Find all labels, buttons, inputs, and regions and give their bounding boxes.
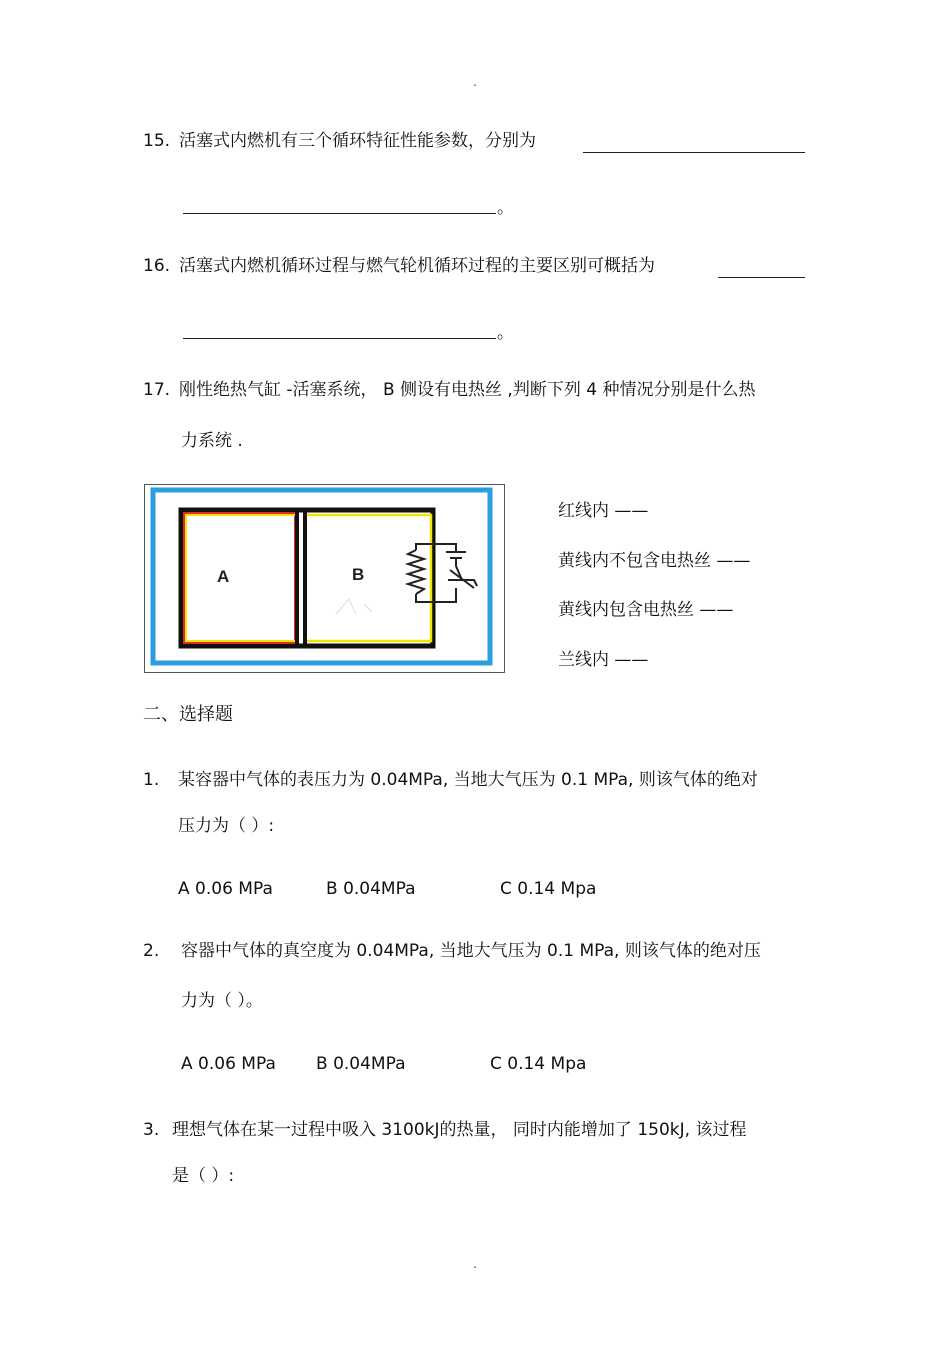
- footer-mark: .: [473, 1257, 477, 1271]
- case-blue: 兰线内 ——: [558, 650, 649, 670]
- c3-line2: 是（ ）:: [172, 1166, 235, 1186]
- piston-right: [303, 512, 307, 644]
- c2-line2: 力为（ ）。: [181, 991, 263, 1011]
- q15-text: 活塞式内燃机有三个循环特征性能参数，分别为: [179, 131, 536, 151]
- c1-option-b[interactable]: B 0.04MPa: [326, 879, 416, 899]
- c1-line2: 压力为（ ）:: [178, 816, 275, 836]
- section2-title: 二、选择题: [143, 704, 233, 725]
- q17-number: 17.: [143, 380, 171, 400]
- q16-end: 。: [497, 323, 514, 343]
- piston-left: [295, 512, 299, 644]
- q15-blank-2[interactable]: [183, 213, 496, 214]
- diagram-label-b: B: [352, 565, 365, 584]
- q15-blank-1[interactable]: [583, 152, 805, 153]
- q15-end: 。: [497, 198, 514, 218]
- q16-number: 16.: [143, 256, 171, 276]
- q15-number: 15.: [143, 131, 171, 151]
- c1-option-c[interactable]: C 0.14 Mpa: [500, 879, 597, 899]
- cylinder-piston-diagram: [144, 484, 506, 674]
- c3-line1: 理想气体在某一过程中吸入 3100kJ的热量， 同时内能增加了 150kJ, 该过程: [172, 1120, 747, 1140]
- c2-number: 2.: [143, 941, 160, 961]
- case-yellow-without-heater: 黄线内不包含电热丝 ——: [558, 551, 751, 571]
- c1-option-a[interactable]: A 0.06 MPa: [178, 879, 273, 899]
- q16-blank-2[interactable]: [183, 338, 496, 339]
- case-yellow-with-heater: 黄线内包含电热丝 ——: [558, 600, 734, 620]
- c1-line1: 某容器中气体的表压力为 0.04MPa, 当地大气压为 0.1 MPa, 则该气体的绝对: [178, 770, 758, 790]
- c1-number: 1.: [143, 770, 160, 790]
- q16-text: 活塞式内燃机循环过程与燃气轮机循环过程的主要区别可概括为: [179, 256, 655, 276]
- q17-line1: 刚性绝热气缸 -活塞系统， B 侧设有电热丝 ,判断下列 4 种情况分别是什么热: [179, 380, 756, 400]
- c2-line1: 容器中气体的真空度为 0.04MPa, 当地大气压为 0.1 MPa, 则该气体的绝对压: [181, 941, 761, 961]
- q17-line2: 力系统 .: [181, 431, 243, 451]
- c2-option-a[interactable]: A 0.06 MPa: [181, 1054, 276, 1074]
- case-red: 红线内 ——: [558, 501, 649, 521]
- c2-option-b[interactable]: B 0.04MPa: [316, 1054, 406, 1074]
- header-mark: .: [473, 75, 477, 89]
- c2-option-c[interactable]: C 0.14 Mpa: [490, 1054, 587, 1074]
- diagram-label-a: A: [217, 567, 230, 586]
- c3-number: 3.: [143, 1120, 160, 1140]
- q16-blank-1[interactable]: [718, 277, 805, 278]
